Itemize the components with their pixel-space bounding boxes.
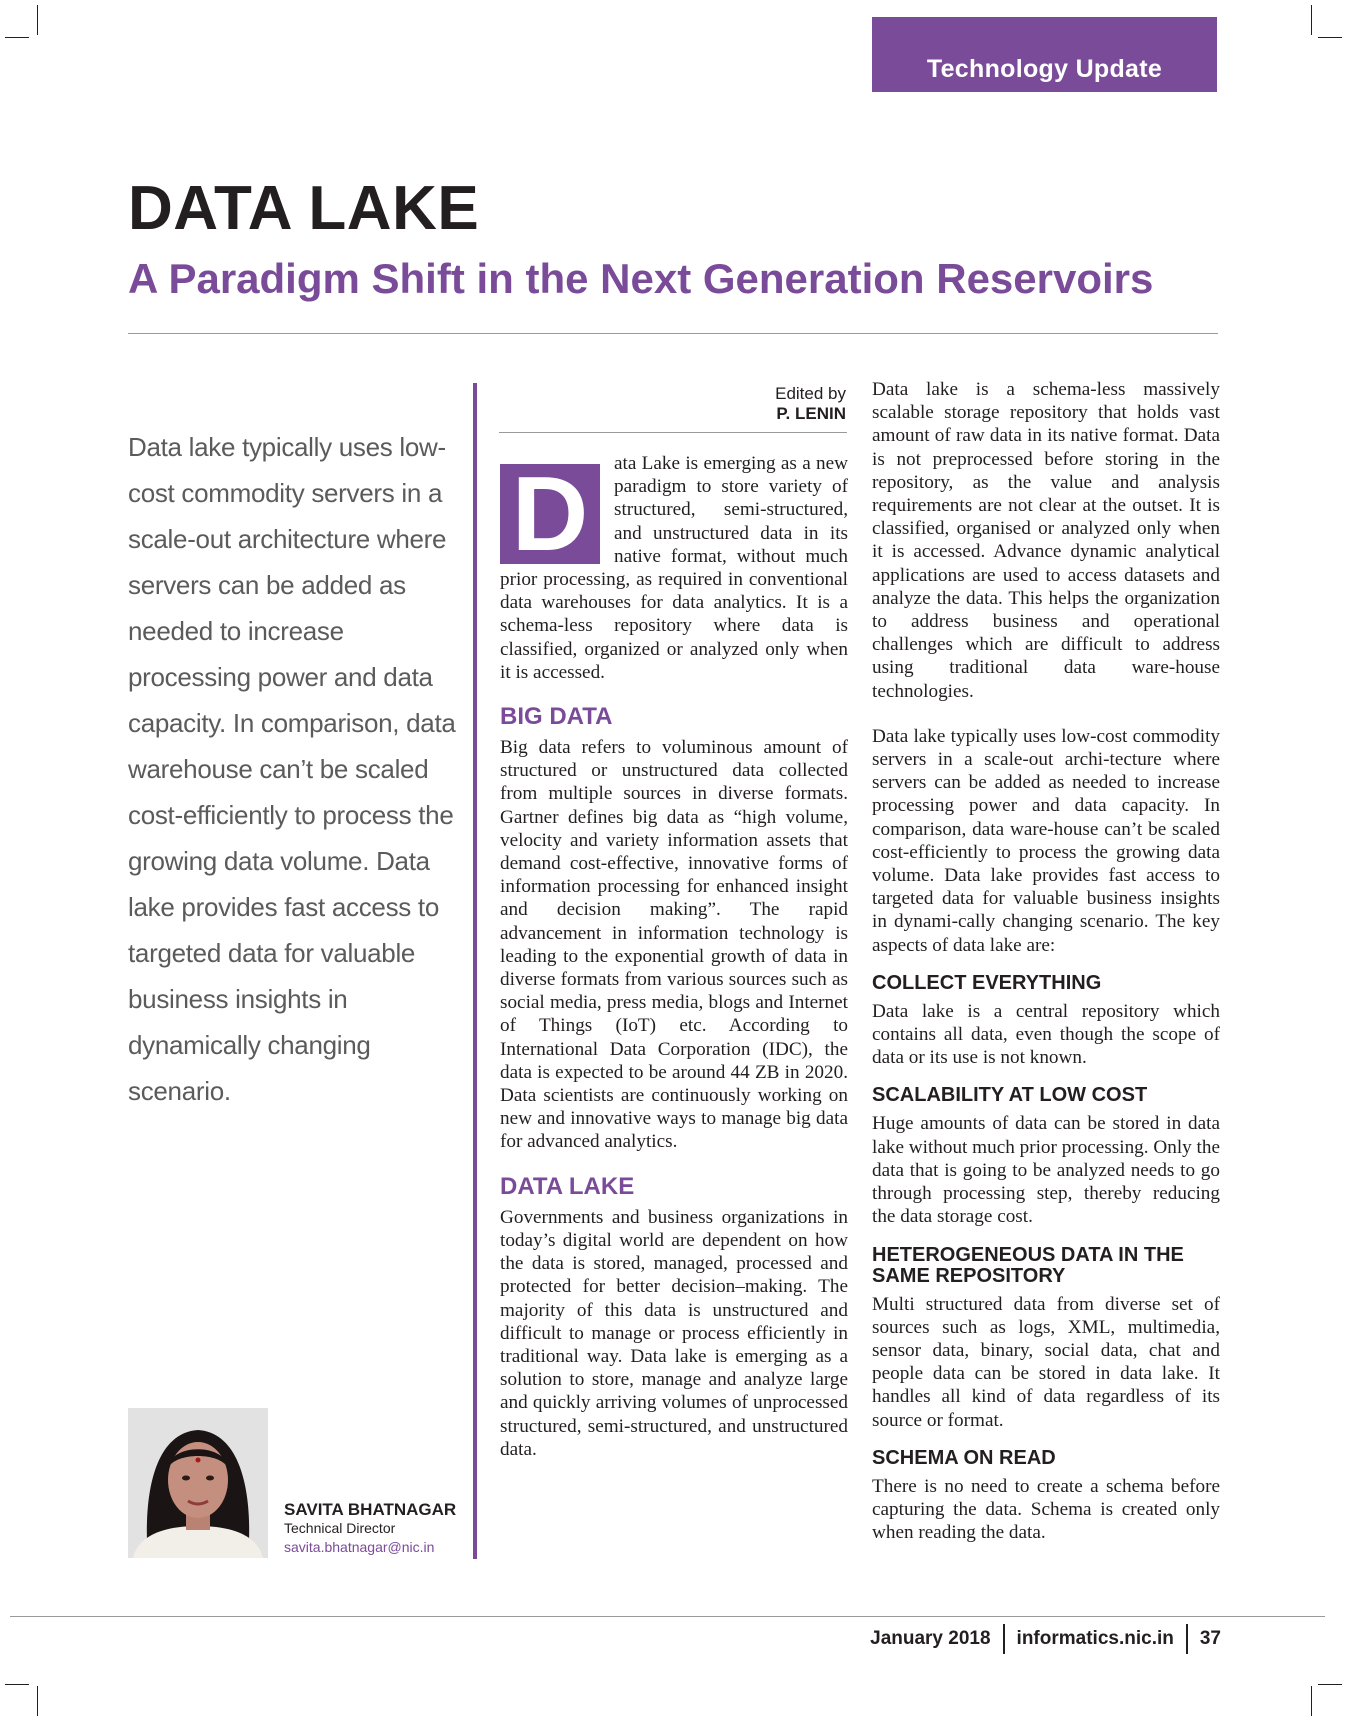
- editor-divider: [499, 432, 847, 433]
- aspect-text: Huge amounts of data can be stored in data lake without much prior processing. Only the data that is going to be analyzed needs to go through processing step, thereby reducing the data storage cost.: [872, 1113, 1220, 1228]
- column-accent-bar: [473, 383, 477, 1559]
- footer-separator: [1003, 1624, 1005, 1654]
- aspect-heading: SCALABILITY AT LOW COST: [872, 1084, 1148, 1107]
- article-subtitle: A Paradigm Shift in the Next Generation Reservoirs: [128, 255, 1154, 302]
- aspect-heading: HETEROGENEOUS DATA IN THE SAME REPOSITORY: [872, 1243, 1184, 1287]
- author-portrait-image: [128, 1408, 268, 1558]
- crop-mark: [5, 1684, 29, 1685]
- footer-divider: [10, 1616, 1325, 1617]
- page-footer: [870, 1624, 1221, 1654]
- author-role: Technical Director: [284, 1520, 396, 1536]
- footer-site[interactable]: informatics.nic.in: [1016, 1628, 1174, 1649]
- editor-credit: [775, 384, 846, 424]
- aspect-heading: COLLECT EVERYTHING: [872, 971, 1102, 994]
- paragraph-spacer: [872, 703, 1220, 725]
- crop-mark: [37, 1686, 38, 1716]
- article-column-right: [872, 378, 1220, 1544]
- data-lake-heading: DATA LAKE: [500, 1172, 635, 1200]
- right-paragraph-1: Data lake is a schema-less massively scalable storage repository that holds vast amount of raw data in its native format. Data is not preprocessed before storing in the repository, as the value and analysis requirements are not clear at the outset. It is classified, organised or analyzed only when it is accessed. Advance dynamic analytical applications are used to access datasets and analyze the data. This helps the organization to address business and operational challenges which are difficult to address using traditional data ware-house technologies.: [872, 379, 1220, 702]
- footer-separator: [1186, 1624, 1188, 1654]
- crop-mark: [1318, 37, 1342, 38]
- aspect-text: Data lake is a central repository which contains all data, even though the scope of data or its use is not known.: [872, 1000, 1220, 1069]
- data-lake-text: Governments and business organizations in today’s digital world are dependent on how the data is stored, managed, processed and protected for better decision–making. The majority of this data is unstructured and difficult to manage or process efficiently in traditional way. Data lake is emerging as a solution to store, manage and analyze large and quickly arriving volumes of unprocessed structured, semi-structured, and unstructured data.: [500, 1206, 848, 1460]
- intro-paragraph: [500, 452, 848, 684]
- editor-label: Edited by: [775, 384, 846, 403]
- drop-cap: D: [500, 464, 600, 564]
- intro-text: ata Lake is emerging as a new paradigm to store variety of structured, semi-structured, and unstructured data in its native format, without much prior processing, as required in conventional data warehouses for data analytics. It is a schema-less repository where data is classified, organized or analyzed only when it is accessed.: [500, 453, 848, 683]
- article-column-middle: [500, 452, 848, 1461]
- page-number: 37: [1199, 1628, 1221, 1649]
- footer-date: January 2018: [870, 1628, 991, 1649]
- article-title: DATA LAKE: [128, 174, 480, 243]
- crop-mark: [1311, 5, 1312, 35]
- author-info: [284, 1500, 456, 1557]
- crop-mark: [1318, 1684, 1342, 1685]
- right-paragraph-2: Data lake typically uses low-cost commodity servers in a scale-out archi-tecture where servers can be added as needed to increase processing power and data capacity. In comparison, data ware-house can’t be scaled cost-efficiently to process the growing data volume. Data lake provides fast access to targeted data for valuable business insights in dynami-cally changing scenario. The key aspects of data lake are:: [872, 725, 1220, 956]
- crop-mark: [5, 37, 29, 38]
- aspect-text: There is no need to create a schema before capturing the data. Schema is created only when reading the data.: [872, 1475, 1220, 1544]
- aspect-heading: SCHEMA ON READ: [872, 1446, 1056, 1469]
- author-name: SAVITA BHATNAGAR: [284, 1500, 457, 1519]
- pull-quote: Data lake typically uses low-cost commodity servers in a scale-out architecture where servers can be added as needed to increase processing power and data capacity. In comparison, data warehouse can’t be scaled cost-efficiently to process the growing data volume. Data lake provides fast access to targeted data for valuable business insights in dynamically changing scenario.: [128, 432, 456, 1106]
- title-divider: [128, 333, 1218, 334]
- author-email[interactable]: savita.bhatnagar@nic.in: [284, 1539, 435, 1555]
- crop-mark: [37, 5, 38, 35]
- big-data-heading: BIG DATA: [500, 703, 613, 731]
- crop-mark: [1311, 1686, 1312, 1716]
- editor-name: P. LENIN: [776, 404, 846, 423]
- aspect-text: Multi structured data from diverse set of sources such as logs, XML, multimedia, sensor data, binary, social data, chat and people data can be stored in data lake. It handles all kind of data regardless of its source or format.: [872, 1293, 1220, 1431]
- big-data-text: Big data refers to voluminous amount of structured or unstructured data collected from multiple sources in diverse formats. Gartner defines big data as “high volume, velocity and variety information assets that demand cost-effective, innovative forms of information processing for enhanced insight and decision making”. The rapid advancement in information technology is leading to the exponential growth of data in diverse formats from various sources such as social media, press media, blogs and Internet of Things (IoT) etc. According to International Data Corporation (IDC), the data is expected to be around 44 ZB in 2020. Data scientists are continuously working on new and innovative ways to manage big data for advanced analytics.: [500, 737, 848, 1153]
- author-photo: [128, 1408, 268, 1558]
- section-tag: Technology Update: [872, 17, 1217, 92]
